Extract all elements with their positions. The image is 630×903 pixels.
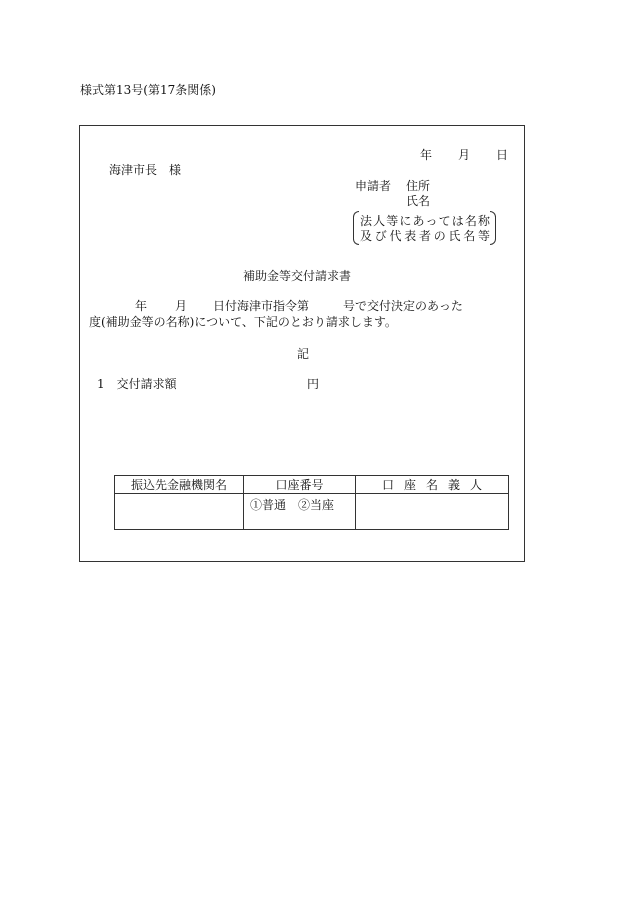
bank-table-value-row <box>115 494 509 530</box>
date-day-label: 日 <box>496 148 509 162</box>
addressee: 海津市長 様 <box>109 163 182 177</box>
body-year: 年 <box>135 299 148 313</box>
body-line-2: 度(補助金等の名称)について、下記のとおり請求します。 <box>89 315 397 329</box>
applicant-label: 申請者 <box>355 179 392 193</box>
corporate-note <box>353 211 496 247</box>
body-text-2: 号で交付決定のあった <box>343 299 463 313</box>
yen-unit: 円 <box>307 377 320 391</box>
account-holder-cell[interactable] <box>356 494 509 530</box>
corporate-note-line-2: 及び代表者の氏名等 <box>360 229 490 243</box>
date-year-label: 年 <box>420 148 433 162</box>
body-month: 月 <box>175 299 188 313</box>
name-label: 氏名 <box>406 194 431 208</box>
body-text-1: 日付海津市指令第 <box>213 299 310 313</box>
corporate-note-line-1: 法人等にあっては名称 <box>360 214 490 228</box>
document-title: 補助金等交付請求書 <box>243 269 352 283</box>
account-number-header: 口座番号 <box>244 476 356 494</box>
bank-table-header-row <box>115 476 509 494</box>
bank-name-cell[interactable] <box>115 494 244 530</box>
bracket-right <box>490 211 496 245</box>
account-number-cell[interactable] <box>244 494 356 530</box>
ki-heading: 記 <box>297 347 310 361</box>
item-request-amount: 1 交付請求額 <box>97 377 177 391</box>
account-type-ordinary[interactable]: ①普通 <box>250 498 287 512</box>
date-month-label: 月 <box>458 148 471 162</box>
address-label: 住所 <box>406 179 431 193</box>
bank-name-header: 振込先金融機関名 <box>115 476 244 494</box>
bank-table <box>114 475 509 530</box>
bracket-left <box>353 211 359 245</box>
account-holder-header: 口座名義人 <box>356 476 509 494</box>
form-number: 様式第13号(第17条関係) <box>80 83 216 97</box>
account-type-current[interactable]: ②当座 <box>298 498 335 512</box>
